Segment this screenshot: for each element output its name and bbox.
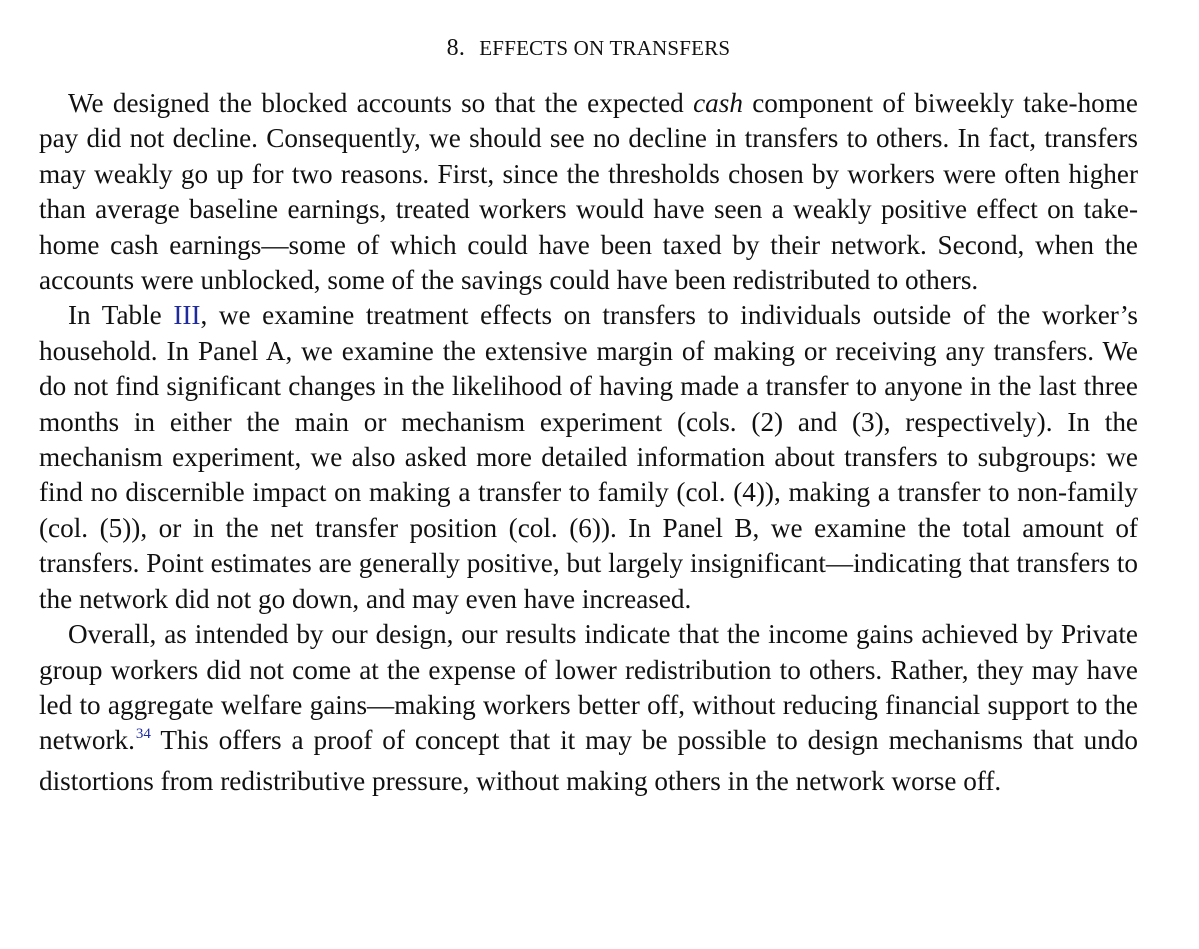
section-number: 8. [446, 35, 466, 61]
paragraph-3-text-a: Overall, as intended by our design, our results indicate that the income gains achieved by Private group workers did not come at the expense of lower redistribution to others. Rather, they may have led to aggregate welfare gains—making workers better off, without reducing financial support to the network. [39, 619, 1138, 756]
paragraph-3-text-b: This offers a proof of concept that it may be possible to design mechanisms that undo distortions from redistributive pressure, without making others in the network worse off. [39, 725, 1138, 796]
section-heading [39, 30, 1138, 66]
paragraph-2-text-b: , we examine treatment effects on transfers to individuals outside of the worker’s household. In Panel A, we examine the extensive margin of making or receiving any transfers. We do not find significant changes in the likelihood of having made a transfer to anyone in the last three months in either the main or mechanism experiment (cols. (2) and (3), respectively). In the mechanism experiment, we also asked more detailed information about transfers to subgroups: we find no discernible impact on making a transfer to family (col. (4)), making a transfer to non-family (col. (5)), or in the net transfer position (col. (6)). In Panel B, we examine the total amount of transfers. Point estimates are generally positive, but largely insignificant—indicating that transfers to the network did not go down, and may even have increased. [39, 300, 1139, 614]
paragraph-2-text-a: In Table [68, 300, 174, 331]
paragraph-3 [39, 617, 1138, 799]
paragraph-2 [39, 298, 1138, 617]
paragraph-1-text-b: component of biweekly take-home pay did not decline. Consequently, we should see no decline in transfers to others. In fact, transfers may weakly go up for two reasons. First, since the thresholds chosen by workers were often higher than average baseline earnings, treated workers would have seen a weakly positive effect on take-home cash earnings—some of which could have been taxed by their network. Second, when the accounts were unblocked, some of the savings could have been redistributed to others. [39, 88, 1138, 296]
paragraph-1-emphasis: cash [693, 88, 743, 118]
footnote-marker-link[interactable]: 34 [135, 726, 151, 743]
table-reference-link[interactable]: III [173, 300, 201, 331]
paragraph-1 [39, 86, 1138, 298]
paragraph-1-text-a: We designed the blocked accounts so that the expected [68, 88, 694, 118]
section-title: EFFECTS ON TRANSFERS [479, 36, 731, 60]
paper-page [39, 30, 1138, 799]
